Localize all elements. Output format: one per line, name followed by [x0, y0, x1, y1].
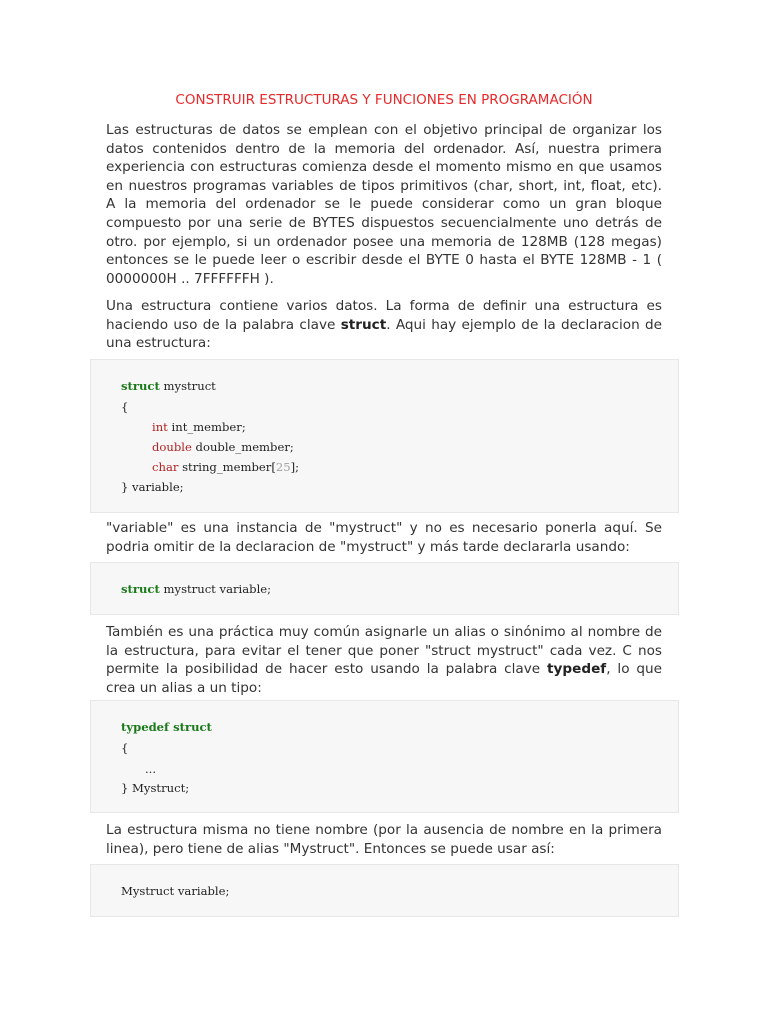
- code-line: [121, 582, 271, 596]
- code-type: double: [152, 440, 192, 454]
- code-line: } variable;: [121, 480, 184, 494]
- code-line: {: [121, 741, 129, 755]
- code-line: [152, 420, 246, 434]
- code-number: 25: [275, 460, 291, 474]
- page-title: CONSTRUIR ESTRUCTURAS Y FUNCIONES EN PROGRAMACIÓN: [175, 92, 593, 108]
- code-line: ...: [145, 762, 157, 776]
- code-block-alias-variable: [90, 864, 679, 917]
- code-text: string_member[: [178, 460, 276, 474]
- struct-keyword: struct: [340, 316, 387, 333]
- code-line: [121, 720, 212, 734]
- code-line: [121, 379, 216, 393]
- variable-instance-paragraph: "variable" es una instancia de "mystruct" y no es necesario ponerla aquí. Se podria omitir de la declaracion de "mystruct" y más tarde declararla usando:: [106, 520, 662, 555]
- text-segment: , lo que crea un alias a un tipo:: [106, 661, 662, 696]
- code-text: mystruct: [159, 379, 216, 393]
- code-line: [152, 460, 299, 474]
- code-text: mystruct variable;: [159, 582, 272, 596]
- code-block-struct-variable: [90, 562, 679, 615]
- code-type: char: [152, 460, 179, 474]
- code-text: int_member;: [167, 420, 246, 434]
- code-block-typedef: [90, 700, 679, 813]
- typedef-keyword: typedef: [547, 661, 607, 678]
- code-line: Mystruct variable;: [121, 884, 230, 898]
- code-line: } Mystruct;: [121, 781, 190, 795]
- text-segment: Una estructura contiene varios datos. La forma de definir una estructura es haciendo uso de la palabra clave: [106, 298, 662, 333]
- code-type: int: [152, 420, 168, 434]
- code-line: [152, 440, 294, 454]
- code-line: {: [121, 400, 129, 414]
- code-text: ];: [290, 460, 300, 474]
- text-segment: También es una práctica muy común asignarle un alias o sinónimo al nombre de la estructura, para evitar el tener que poner "struct mystruct" cada vez. C nos permite la posibilidad de hacer esto usando la palabra clave: [106, 624, 662, 678]
- code-keyword: struct: [121, 379, 160, 393]
- alias-usage-paragraph: La estructura misma no tiene nombre (por la ausencia de nombre en la primera linea), pero tiene de alias "Mystruct". Entonces se puede usar así:: [106, 822, 662, 857]
- text-segment: . Aqui hay ejemplo de la declaracion de una estructura:: [106, 316, 663, 352]
- typedef-paragraph: [106, 623, 662, 697]
- struct-definition-paragraph: [106, 297, 662, 353]
- code-block-struct-declaration: [90, 359, 679, 513]
- code-keyword: struct: [121, 582, 160, 596]
- code-keyword: typedef struct: [121, 720, 212, 734]
- intro-paragraph: Las estructuras de datos se emplean con el objetivo principal de organizar los datos contenidos dentro de la memoria del ordenador. Así, nuestra primera experiencia con estructuras comienza desde el momento mismo en que usamos en nuestros programas variables de tipos primitivos (char, short, int, float, etc). A la memoria del ordenador se le puede considerar como un gran bloque compuesto por una serie de BYTES dispuestos secuencialmente uno detrás de otro. por ejemplo, si un ordenador posee una memoria de 128MB (128 megas) entonces se le puede leer o escribir desde el BYTE 0 hasta el BYTE 128MB - 1 ( 0000000H .. 7FFFFFFH ).: [106, 122, 662, 287]
- code-text: double_member;: [191, 440, 294, 454]
